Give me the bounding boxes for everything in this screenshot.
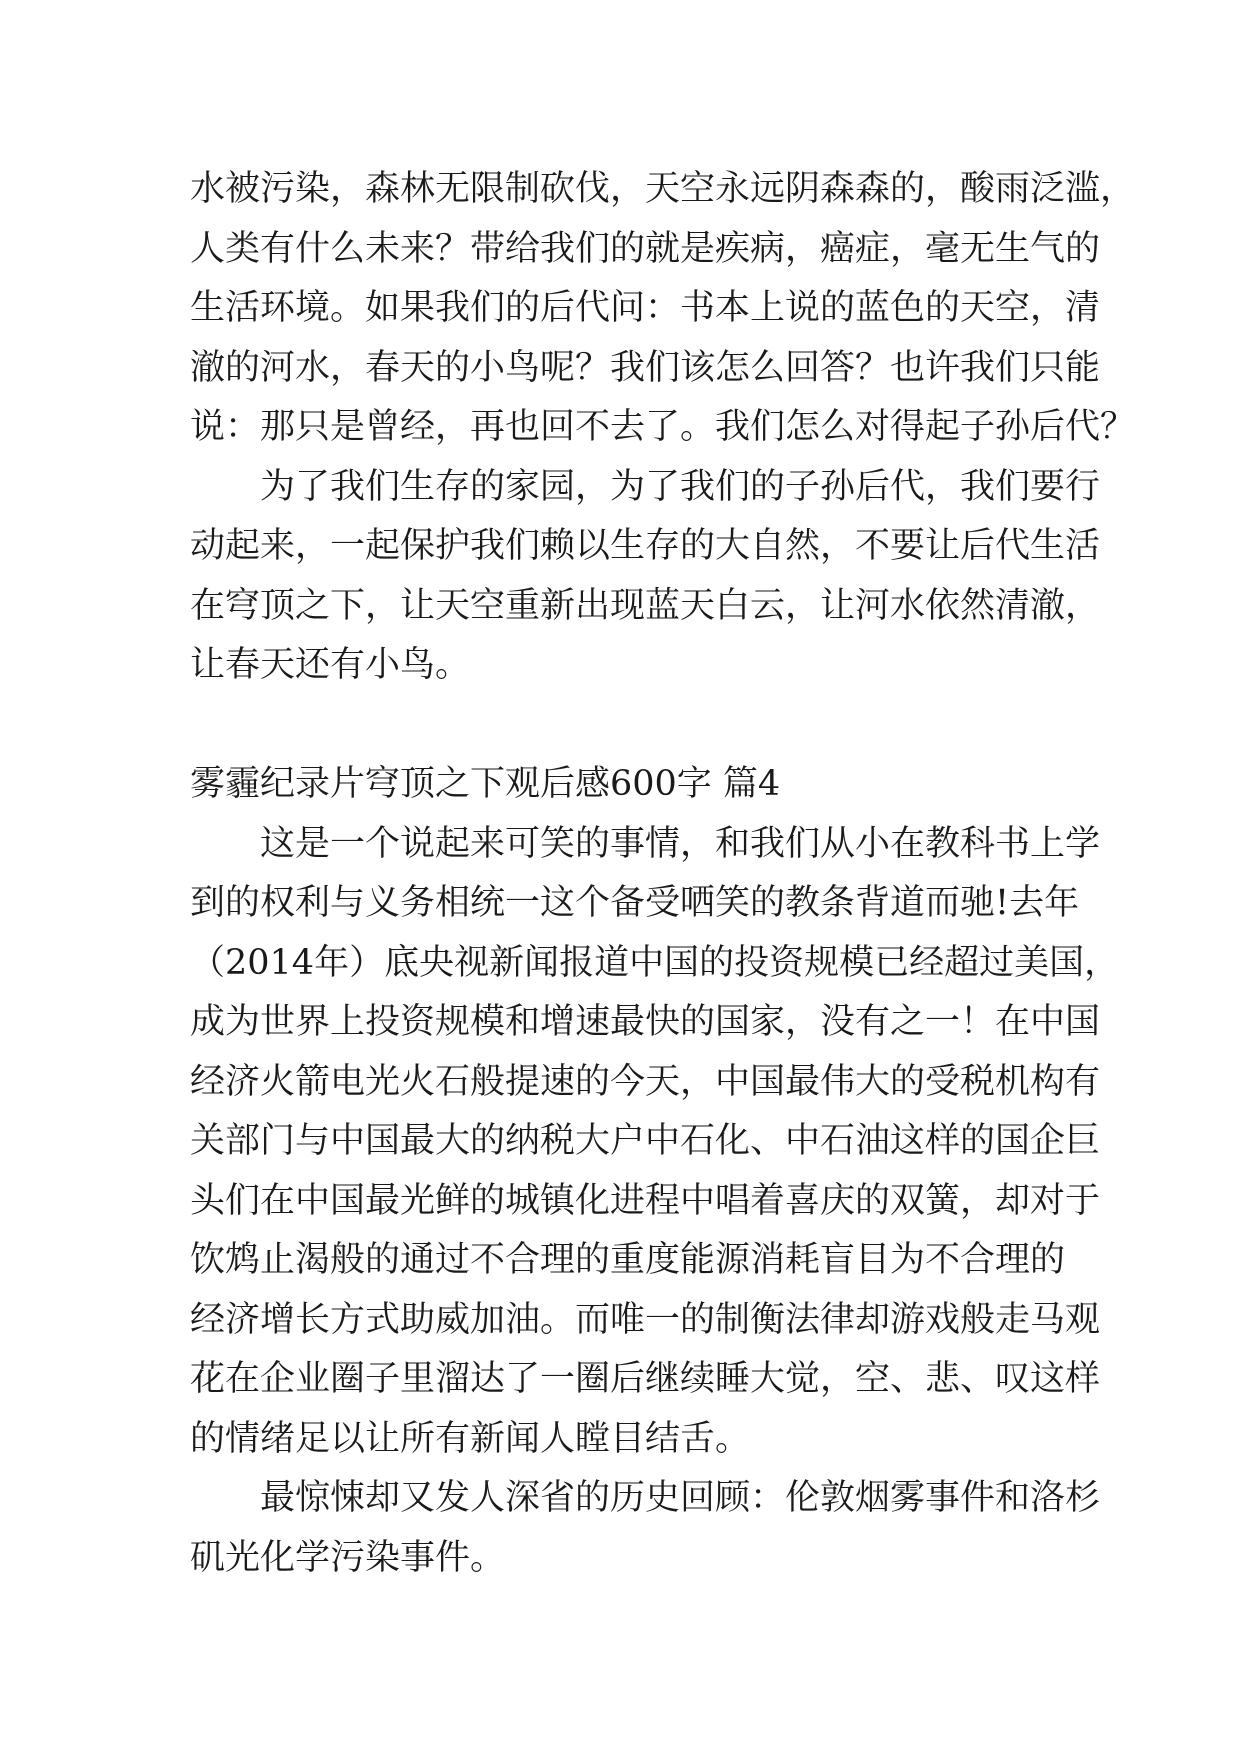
text-line: 让春天还有小鸟。	[190, 645, 471, 685]
text-line: 的情绪足以让所有新闻人瞠目结舌。	[190, 1418, 751, 1459]
text-line: 经济增长方式助威加油。而唯一的制衡法律却游戏般走马观	[190, 1299, 1101, 1340]
text-line: 生活环境。如果我们的后代问：书本上说的蓝色的天空，清	[190, 288, 1101, 328]
text-line: 矶光化学污染事件。	[190, 1537, 506, 1578]
text-line: 为了我们生存的家园，为了我们的子孙后代，我们要行	[260, 466, 1101, 507]
text-line: 头们在中国最光鲜的城镇化进程中唱着喜庆的双簧，却对于	[190, 1180, 1101, 1221]
text-line: 这是一个说起来可笑的事情，和我们从小在教科书上学	[260, 823, 1101, 864]
text-line: 花在企业圈子里溜达了一圈后继续睡大觉，空、悲、叹这样	[190, 1359, 1101, 1399]
text-line: 经济火箭电光火石般提速的今天，中国最伟大的受税机构有	[190, 1061, 1101, 1102]
text-line: 饮鸩止渴般的通过不合理的重度能源消耗盲目为不合理的	[190, 1240, 1066, 1280]
text-line: 关部门与中国最大的纳税大户中石化、中石油这样的国企巨	[190, 1121, 1101, 1161]
spacer	[190, 696, 1060, 756]
text-line: 水被污染，森林无限制砍伐，天空永远阴森森的，酸雨泛滥，	[190, 169, 1136, 209]
text-line: （2014年）底央视新闻报道中国的投资规模已经超过美国，	[190, 942, 1120, 983]
text-line: 澈的河水，春天的小鸟呢？我们该怎么回答？也许我们只能	[190, 347, 1101, 388]
text-line: 成为世界上投资规模和增速最快的国家，没有之一！在中国	[190, 1002, 1101, 1042]
text-line: 在穹顶之下，让天空重新出现蓝天白云，让河水依然清澈，	[190, 585, 1101, 626]
text-line: 到的权利与义务相统一这个备受哂笑的教条背道而驰!去年	[190, 883, 1080, 923]
text-line: 人类有什么未来？带给我们的就是疾病，癌症，毫无生气的	[190, 228, 1101, 269]
section-heading: 雾霾纪录片穹顶之下观后感600字 篇4	[190, 764, 781, 804]
text-line: 最惊悚却又发人深省的历史回顾：伦敦烟雾事件和洛杉	[260, 1478, 1101, 1518]
paragraph	[190, 815, 1120, 1470]
paragraph	[190, 458, 1101, 696]
text-line: 说：那只是曾经，再也回不去了。我们怎么对得起子孙后代？	[190, 407, 1136, 447]
text-line: 动起来，一起保护我们赖以生存的大自然，不要让后代生活	[190, 526, 1101, 566]
paragraph	[190, 1469, 1101, 1588]
paragraph	[190, 160, 1136, 458]
document-page	[190, 160, 1136, 1588]
